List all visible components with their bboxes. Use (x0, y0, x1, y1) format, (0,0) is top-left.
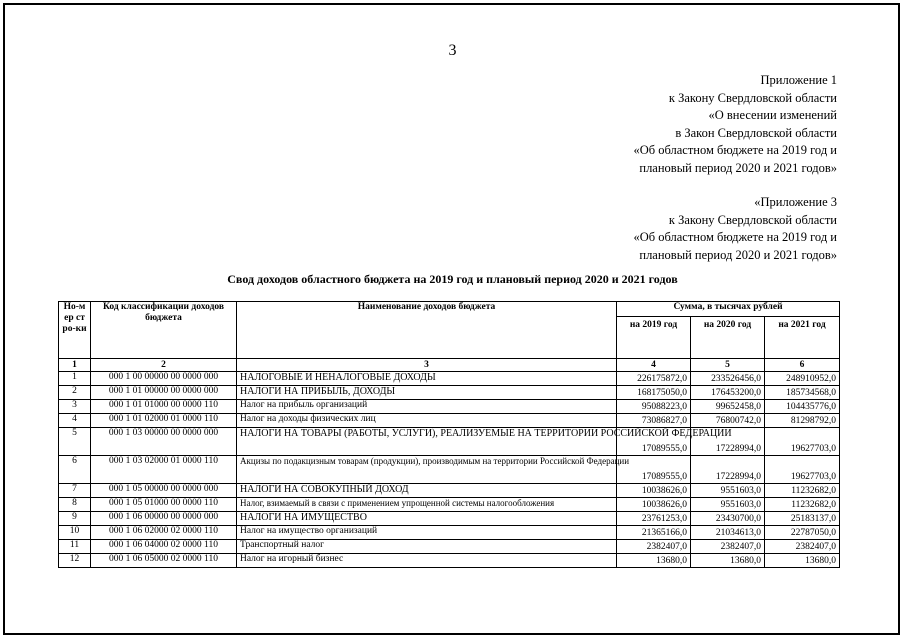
amount-2019: 10038626,0 (617, 484, 691, 498)
row-number: 10 (59, 526, 91, 540)
header-year-2020: на 2020 год (691, 317, 765, 359)
row-number: 3 (59, 400, 91, 414)
table-row (59, 428, 840, 456)
amount-2019: 23761253,0 (617, 512, 691, 526)
row-number: 12 (59, 554, 91, 568)
income-name: НАЛОГИ НА ИМУЩЕСТВО (237, 512, 617, 526)
amount-2021: 13680,0 (765, 554, 840, 568)
appendix-1-header (633, 72, 837, 177)
table-row (59, 526, 840, 540)
column-number: 3 (237, 359, 617, 372)
amount-2019: 226175872,0 (617, 372, 691, 386)
classification-code: 000 1 01 00000 00 0000 000 (91, 386, 237, 400)
table-row (59, 456, 840, 484)
amount-2021: 248910952,0 (765, 372, 840, 386)
classification-code: 000 1 00 00000 00 0000 000 (91, 372, 237, 386)
appendix-1-line: в Закон Свердловской области (675, 125, 837, 140)
table-row (59, 386, 840, 400)
amount-2021: 22787050,0 (765, 526, 840, 540)
amount-2020: 17228994,0 (691, 428, 765, 456)
amount-2020: 21034613,0 (691, 526, 765, 540)
amount-2019: 10038626,0 (617, 498, 691, 512)
table-row (59, 554, 840, 568)
amount-2020: 2382407,0 (691, 540, 765, 554)
row-number: 1 (59, 372, 91, 386)
amount-2019: 17089555,0 (617, 428, 691, 456)
amount-2020: 233526456,0 (691, 372, 765, 386)
appendix-3-line: к Закону Свердловской области (668, 212, 837, 227)
header-sum: Сумма, в тысячах рублей (617, 302, 840, 317)
income-name: НАЛОГИ НА ПРИБЫЛЬ, ДОХОДЫ (237, 386, 617, 400)
amount-2019: 73086827,0 (617, 414, 691, 428)
amount-2019: 21365166,0 (617, 526, 691, 540)
column-number: 1 (59, 359, 91, 372)
amount-2020: 23430700,0 (691, 512, 765, 526)
amount-2021: 11232682,0 (765, 498, 840, 512)
classification-code: 000 1 06 00000 00 0000 000 (91, 512, 237, 526)
income-name: Транспортный налог (237, 540, 617, 554)
table-row (59, 400, 840, 414)
amount-2020: 13680,0 (691, 554, 765, 568)
classification-code: 000 1 06 02000 02 0000 110 (91, 526, 237, 540)
amount-2021: 2382407,0 (765, 540, 840, 554)
appendix-3-line: «Об областном бюджете на 2019 год и (633, 230, 837, 244)
appendix-3-line: плановый период 2020 и 2021 годов» (639, 247, 837, 262)
amount-2020: 76800742,0 (691, 414, 765, 428)
budget-table (58, 301, 840, 568)
table-row (59, 372, 840, 386)
amount-2021: 81298792,0 (765, 414, 840, 428)
amount-2021: 185734568,0 (765, 386, 840, 400)
classification-code: 000 1 05 01000 00 0000 110 (91, 498, 237, 512)
classification-code: 000 1 06 04000 02 0000 110 (91, 540, 237, 554)
classification-code: 000 1 05 00000 00 0000 000 (91, 484, 237, 498)
appendix-3-header (633, 194, 837, 264)
row-number: 2 (59, 386, 91, 400)
header-code: Код классификации доходов бюджета (91, 302, 237, 359)
table-row (59, 512, 840, 526)
income-name: НАЛОГИ НА ТОВАРЫ (РАБОТЫ, УСЛУГИ), РЕАЛИЗУЕМЫЕ НА ТЕРРИТОРИИ РОССИЙСКОЙ ФЕДЕРАЦИИ (237, 428, 617, 456)
table-row (59, 540, 840, 554)
row-number: 9 (59, 512, 91, 526)
amount-2021: 19627703,0 (765, 428, 840, 456)
amount-2019: 2382407,0 (617, 540, 691, 554)
appendix-1-line: «Об областном бюджете на 2019 год и (633, 143, 837, 157)
income-name: Налог на прибыль организаций (237, 400, 617, 414)
classification-code: 000 1 01 01000 00 0000 110 (91, 400, 237, 414)
row-number: 7 (59, 484, 91, 498)
amount-2020: 17228994,0 (691, 456, 765, 484)
row-number: 6 (59, 456, 91, 484)
appendix-1-line: к Закону Свердловской области (668, 90, 837, 105)
table-row (59, 498, 840, 512)
page-number: 3 (448, 42, 457, 59)
income-name: НАЛОГОВЫЕ И НЕНАЛОГОВЫЕ ДОХОДЫ (237, 372, 617, 386)
appendix-1-line: «О внесении изменений (708, 108, 837, 122)
column-number: 4 (617, 359, 691, 372)
row-number: 4 (59, 414, 91, 428)
appendix-1-line: плановый период 2020 и 2021 годов» (639, 160, 837, 175)
document-title: Свод доходов областного бюджета на 2019 год и плановый период 2020 и 2021 годов (227, 272, 678, 286)
income-name: Налог на доходы физических лиц (237, 414, 617, 428)
amount-2019: 95088223,0 (617, 400, 691, 414)
header-year-2021: на 2021 год (765, 317, 840, 359)
amount-2020: 176453200,0 (691, 386, 765, 400)
amount-2019: 168175050,0 (617, 386, 691, 400)
column-number: 5 (691, 359, 765, 372)
classification-code: 000 1 03 00000 00 0000 000 (91, 428, 237, 456)
amount-2020: 9551603,0 (691, 484, 765, 498)
income-name: Налог, взимаемый в связи с применением упрощенной системы налогообложения (237, 498, 617, 512)
table-row (59, 484, 840, 498)
appendix-1-line: Приложение 1 (760, 73, 837, 87)
amount-2020: 9551603,0 (691, 498, 765, 512)
amount-2019: 17089555,0 (617, 456, 691, 484)
classification-code: 000 1 06 05000 02 0000 110 (91, 554, 237, 568)
income-name: Налог на игорный бизнес (237, 554, 617, 568)
column-number: 2 (91, 359, 237, 372)
income-name: НАЛОГИ НА СОВОКУПНЫЙ ДОХОД (237, 484, 617, 498)
appendix-3-line: «Приложение 3 (754, 195, 837, 209)
income-name: Налог на имущество организаций (237, 526, 617, 540)
amount-2020: 99652458,0 (691, 400, 765, 414)
amount-2021: 25183137,0 (765, 512, 840, 526)
classification-code: 000 1 03 02000 01 0000 110 (91, 456, 237, 484)
header-name: Наименование доходов бюджета (237, 302, 617, 359)
row-number: 5 (59, 428, 91, 456)
column-number: 6 (765, 359, 840, 372)
classification-code: 000 1 01 02000 01 0000 110 (91, 414, 237, 428)
table-row (59, 414, 840, 428)
header-row-number: Но-мер стро-ки (59, 302, 91, 359)
income-name: Акцизы по подакцизным товарам (продукции), производимым на территории Российской Федерации (237, 456, 617, 484)
row-number: 8 (59, 498, 91, 512)
header-year-2019: на 2019 год (617, 317, 691, 359)
amount-2021: 11232682,0 (765, 484, 840, 498)
amount-2021: 19627703,0 (765, 456, 840, 484)
amount-2021: 104435776,0 (765, 400, 840, 414)
row-number: 11 (59, 540, 91, 554)
amount-2019: 13680,0 (617, 554, 691, 568)
